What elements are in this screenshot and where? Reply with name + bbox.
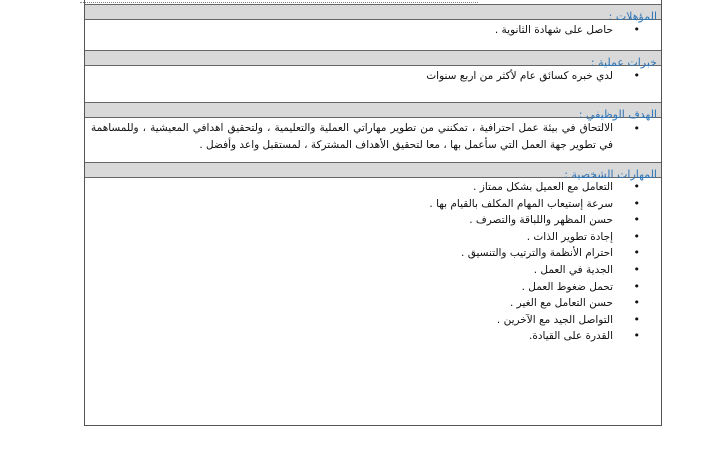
objective-section — [85, 120, 661, 154]
experience-list — [85, 68, 661, 85]
skill-item: • تحمل ضغوط العمل . — [85, 279, 661, 296]
skill-item: • سرعة إستيعاب المهام المكلف بالقيام بها . — [85, 196, 661, 213]
qualifications-list — [85, 22, 661, 39]
skills-section — [85, 179, 661, 345]
experience-heading: خبرات عملية : — [590, 56, 657, 69]
skill-item: • حسن التعامل مع الغير . — [85, 295, 661, 312]
qualifications-heading: المؤهلات : — [608, 10, 657, 23]
skills-header — [85, 162, 661, 181]
experience-header — [85, 50, 661, 69]
qualifications-section — [85, 22, 661, 39]
objective-list — [85, 120, 661, 154]
skill-item: • حسن المظهر واللباقة والتصرف . — [85, 212, 661, 229]
objective-heading: الهدف الوظيفي : — [578, 108, 657, 121]
skills-list — [85, 179, 661, 345]
experience-section — [85, 68, 661, 85]
objective-header — [85, 102, 661, 121]
objective-text: • الالتحاق في بيئة عمل احترافية ، تمكنني من تطوير مهاراتي العملية والتعليمية ، ولتحقيق اهدافي المعيشية ، وللمساهمة في تطوير جهة العمل التي سأعمل بها ، معا لتحقيق الأهداف المشتركة ، لمستقبل واعد وأفضل . — [85, 120, 661, 154]
skill-item: • التعامل مع العميل بشكل ممتاز . — [85, 179, 661, 196]
experience-item: • لدي خبره كسائق عام لأكثر من اربع سنوات — [85, 68, 661, 85]
skills-heading: المهارات الشخصية : — [564, 168, 657, 181]
qualifications-header — [85, 4, 661, 23]
skill-item: • التواصل الجيد مع الآخرين . — [85, 312, 661, 329]
skill-item: • احترام الأنظمة والترتيب والتنسيق . — [85, 245, 661, 262]
skill-item: • إجادة تطوير الذات . — [85, 229, 661, 246]
skill-item: • الجدية في العمل . — [85, 262, 661, 279]
qualification-item: • حاصل على شهادة الثانوية . — [85, 22, 661, 39]
cv-document — [84, 0, 662, 426]
skill-item: • القدرة على القيادة. — [85, 328, 661, 345]
